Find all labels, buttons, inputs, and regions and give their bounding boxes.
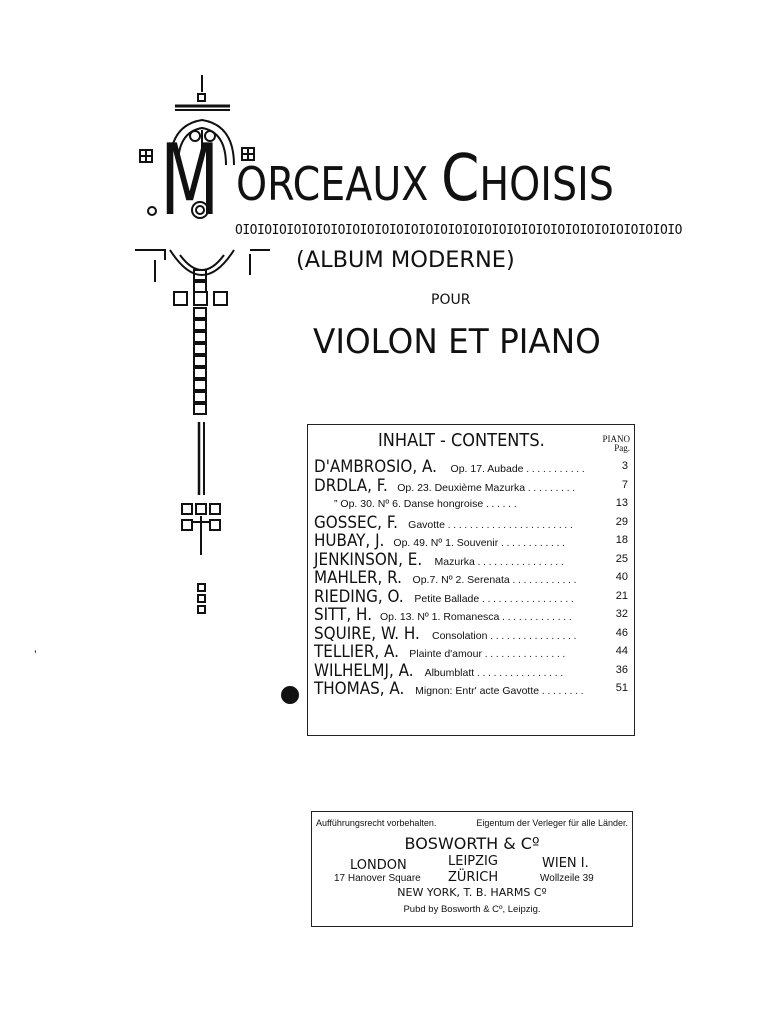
composer-name: SITT, H. <box>314 605 373 624</box>
pour-label: POUR <box>431 292 471 308</box>
composer-name: D'AMBROSIO, A. <box>314 457 437 476</box>
piano-label-text: PIANO <box>602 434 630 444</box>
leader-dots: . . . . . . . . . <box>525 482 576 494</box>
leader-dots: . . . . . . . . <box>539 686 584 697</box>
page-number: 32 <box>615 608 628 620</box>
contents-row <box>314 679 628 697</box>
publisher-box <box>311 811 633 927</box>
work-title: Petite Ballade <box>411 592 480 605</box>
rights-notice: Aufführungsrecht vorbehalten. <box>316 818 437 828</box>
leader-dots: . . . . . . <box>483 499 517 510</box>
title-part: HOISIS <box>479 157 614 211</box>
work-title: Plainte d'amour <box>406 648 482 660</box>
contents-row <box>314 457 628 475</box>
contents-heading: INHALT - CONTENTS. <box>378 430 545 451</box>
page-number: 3 <box>621 460 628 472</box>
instrument-title: VIOLON ET PIANO <box>313 322 601 362</box>
page-number: 21 <box>615 589 628 602</box>
page-number: 13 <box>615 497 628 509</box>
composer-name: HUBAY, J. <box>314 531 385 550</box>
work-title: Gavotte <box>405 518 445 531</box>
leader-dots: . . . . . . . . . . . . . . . <box>481 649 566 660</box>
contents-row <box>314 568 628 586</box>
page-number: 25 <box>615 552 628 565</box>
new-york-agent: NEW YORK, T. B. HARMS Cº <box>397 886 547 899</box>
contents-row <box>314 476 628 494</box>
city-zurich: ZÜRICH <box>448 870 499 885</box>
contents-row <box>314 661 628 679</box>
contents-row <box>314 642 628 660</box>
contents-row <box>314 624 628 642</box>
work-title: Op. 49. Nº 1. Souvenir <box>390 537 499 549</box>
page-number: 36 <box>615 663 628 676</box>
work-title: Consolation <box>429 629 488 642</box>
composer-name: JENKINSON, E. <box>314 549 423 569</box>
leader-dots: . . . . . . . . . . . . . . . . . . . . . . . <box>444 519 573 531</box>
leader-dots: . . . . . . . . . . . . <box>509 575 577 586</box>
bullet-marker <box>281 686 299 704</box>
composer-name: DRDLA, F. <box>314 475 388 495</box>
page-number: 18 <box>615 534 628 546</box>
contents-row <box>314 531 628 549</box>
work-title: Op.7. Nº 2. Serenata <box>409 574 510 586</box>
title-part: ORCEAUX <box>236 157 441 211</box>
stray-mark: ’ <box>34 648 37 662</box>
work-title: Mazurka <box>431 555 475 568</box>
published-by: Pubd by Bosworth & Cº, Leipzig. <box>403 904 541 915</box>
page-number: 40 <box>615 571 628 583</box>
subtitle: (ALBUM MODERNE) <box>296 248 515 273</box>
address-wien: Wollzeile 39 <box>540 873 594 884</box>
leader-dots: . . . . . . . . . . . . <box>498 538 565 549</box>
work-title: Albumblatt <box>422 666 475 679</box>
page-number: 7 <box>621 478 628 491</box>
title-text <box>236 142 614 216</box>
leader-dots: . . . . . . . . . . . . . . . . <box>474 667 564 679</box>
composer-name: MAHLER, R. <box>314 568 402 587</box>
composer-name: WILHELMJ, A. <box>314 660 414 680</box>
decorative-chain: OIOIOIOIOIOIOIOIOIOIOIOIOIOIOIOIOIOIOIOIOIOIOIOIOIOIOIOIOIOIO <box>235 223 682 238</box>
address-london: 17 Hanover Square <box>334 873 421 884</box>
page-number: 29 <box>615 515 628 528</box>
page-number: 46 <box>615 626 628 639</box>
composer-name: TELLIER, A. <box>314 642 399 661</box>
city-leipzig: LEIPZIG <box>448 854 498 869</box>
page-label-text: Pag. <box>614 443 630 453</box>
contents-row <box>314 550 628 568</box>
composer-name: SQUIRE, W. H. <box>314 623 420 643</box>
title-initial: M <box>160 124 218 238</box>
leader-dots: . . . . . . . . . . . . . <box>499 612 572 623</box>
composer-name: GOSSEC, F. <box>314 512 398 532</box>
leader-dots: . . . . . . . . . . . . . . . . <box>487 630 577 642</box>
composer-name: RIEDING, O. <box>314 586 404 606</box>
leader-dots: . . . . . . . . . . . . . . . . . <box>479 593 574 605</box>
work-title: Op. 13. Nº 1. Romanesca <box>377 611 500 623</box>
piano-page-label <box>602 435 630 453</box>
ownership-notice: Eigentum der Verleger für alle Länder. <box>476 818 628 828</box>
city-wien: WIEN I. <box>542 856 589 871</box>
contents-row <box>314 587 628 605</box>
leader-dots: . . . . . . . . . . . . . . . . <box>474 556 564 568</box>
page-number: 51 <box>615 682 628 694</box>
page-number: 44 <box>615 645 628 657</box>
publisher-name: BOSWORTH & Cº <box>404 834 540 853</box>
contents-row <box>314 605 628 623</box>
work-title: Op. 23. Deuxième Mazurka <box>394 481 526 494</box>
title-part: C <box>440 142 480 216</box>
work-title: Op. 17. Aubade <box>447 463 524 475</box>
city-london: LONDON <box>350 858 407 873</box>
contents-row <box>314 494 628 512</box>
work-title: Mignon: Entr' acte Gavotte <box>412 685 540 697</box>
work-title: ” Op. 30. Nº 6. Danse hongroise <box>334 498 484 510</box>
contents-table <box>307 424 635 736</box>
contents-row <box>314 513 628 531</box>
composer-name: THOMAS, A. <box>314 679 405 698</box>
leader-dots: . . . . . . . . . . . <box>523 464 585 475</box>
